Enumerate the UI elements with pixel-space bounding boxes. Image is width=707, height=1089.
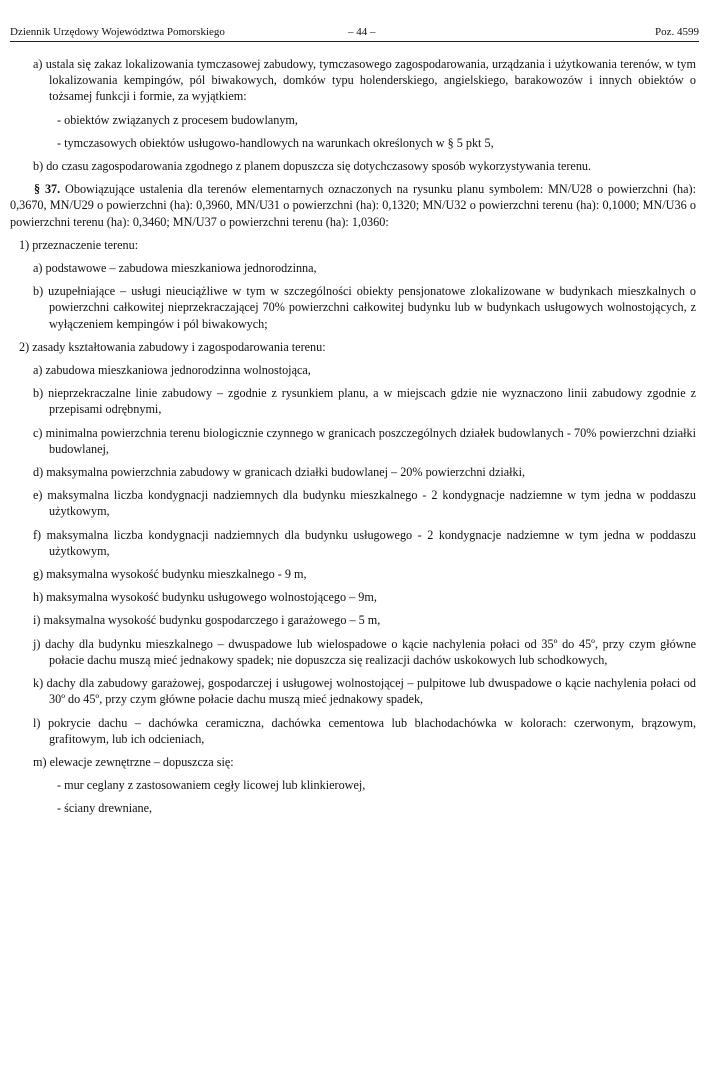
item-marker: j) <box>33 636 41 651</box>
item-marker: a) <box>33 363 43 378</box>
document-body <box>10 56 696 824</box>
list-item <box>10 612 696 628</box>
list-item <box>10 487 696 519</box>
item-marker: f) <box>33 527 42 542</box>
position-number: Poz. 4599 <box>655 26 699 38</box>
list-item <box>10 715 696 747</box>
numbered-point <box>10 339 696 355</box>
list-item <box>10 362 696 378</box>
item-text: maksymalna liczba kondygnacji nadziemnych dla budynku usługowego - 2 kondygnacje nadziemne w tym jedna w poddaszu użytkowym, <box>46 527 697 558</box>
item-text: pokrycie dachu – dachówka ceramiczna, dachówka cementowa lub blachodachówka w kolorach: czerwonym, brązowym, grafitowym, lub ich odcieniach, <box>48 715 696 746</box>
item-text: uzupełniające – usługi nieuciążliwe w tym w szczególności obiekty pensjonatowe zlokalizowane w budynkach mieszkalnych o powierzchni całkowitej nieprzekraczającej 70% powierzchni całkowitej budynku lub w budynkach usługowych wolnostojących, z wyłączeniem kempingów i pól biwakowych; <box>48 284 696 331</box>
list-item <box>10 56 696 105</box>
item-marker: b) <box>33 386 44 401</box>
dash-item <box>10 112 696 128</box>
item-text: maksymalna powierzchnia zabudowy w granicach działki budowlanej – 20% powierzchni działki, <box>46 465 526 480</box>
list-item <box>10 675 696 707</box>
item-marker: - <box>57 135 62 150</box>
list-item <box>10 385 696 417</box>
item-marker: - <box>57 112 62 127</box>
list-item <box>10 425 696 457</box>
list-item <box>10 464 696 480</box>
item-marker: i) <box>33 613 41 628</box>
item-marker: d) <box>33 465 44 480</box>
item-marker: b) <box>33 159 44 174</box>
list-item <box>10 754 696 770</box>
list-item <box>10 283 696 332</box>
list-item <box>10 636 696 668</box>
section-number: § 37. <box>34 182 61 197</box>
item-text: nieprzekraczalne linie zabudowy – zgodnie z rysunkiem planu, a w miejscach gdzie nie wyznaczono linii zabudowy zgodnie z przepisami odrębnymi, <box>48 386 697 417</box>
header-divider <box>10 41 699 42</box>
item-text: ustala się zakaz lokalizowania tymczasowej zabudowy, tymczasowego zagospodarowania, urządzania i użytkowania terenów, w tym lokalizowania kempingów, pól biwakowych, domków typu holenderskiego, angielskiego, barakowozów i innych obiektów o tożsamej funkcji i formie, za wyjątkiem: <box>45 57 696 104</box>
page-number: – 44 – <box>348 26 376 38</box>
item-text: maksymalna wysokość budynku mieszkalnego - 9 m, <box>46 567 307 582</box>
item-marker: 2) <box>19 339 30 354</box>
item-marker: a) <box>33 261 43 276</box>
item-marker: b) <box>33 284 44 299</box>
item-text: maksymalna wysokość budynku usługowego wolnostojącego – 9m, <box>46 590 377 605</box>
dash-item <box>10 135 696 151</box>
list-item <box>10 158 696 174</box>
list-item <box>10 527 696 559</box>
item-marker: m) <box>33 754 47 769</box>
list-item <box>10 589 696 605</box>
item-marker: l) <box>33 715 41 730</box>
item-text: dachy dla budynku mieszkalnego – dwuspadowe lub wielospadowe o kącie nachylenia połaci od 35º do 45º, przy czym główne połacie dachu muszą mieć jednakowy spadek; nie dopuszcza się realizacji dachów uskokowych lub schodkowych, <box>45 636 696 667</box>
item-marker: c) <box>33 425 43 440</box>
item-text: mur ceglany z zastosowaniem cegły licowej lub klinkierowej, <box>64 778 366 793</box>
dash-item <box>10 800 696 816</box>
item-text: zabudowa mieszkaniowa jednorodzinna wolnostojąca, <box>45 363 311 378</box>
item-text: obiektów związanych z procesem budowlanym, <box>64 112 298 127</box>
item-marker: e) <box>33 488 43 503</box>
item-marker: 1) <box>19 237 30 252</box>
section-paragraph <box>10 181 696 230</box>
page-header <box>10 25 699 41</box>
item-text: elewacje zewnętrzne – dopuszcza się: <box>49 754 234 769</box>
item-text: przeznaczenie terenu: <box>32 237 139 252</box>
item-marker: - <box>57 801 62 816</box>
item-text: podstawowe – zabudowa mieszkaniowa jednorodzinna, <box>45 261 317 276</box>
list-item <box>10 260 696 276</box>
item-text: maksymalna wysokość budynku gospodarczego i garażowego – 5 m, <box>43 613 381 628</box>
item-text: ściany drewniane, <box>64 801 153 816</box>
list-item <box>10 566 696 582</box>
item-marker: a) <box>33 57 43 71</box>
item-text: minimalna powierzchnia terenu biologicznie czynnego w granicach poszczególnych działek budowlanych - 70% powierzchni działki budowlanej, <box>45 425 696 456</box>
item-text: tymczasowych obiektów usługowo-handlowych na warunkach określonych w § 5 pkt 5, <box>64 135 494 150</box>
item-marker: k) <box>33 676 44 691</box>
publication-title: Dziennik Urzędowy Województwa Pomorskiego <box>10 26 225 38</box>
item-marker: - <box>57 778 62 793</box>
item-text: maksymalna liczba kondygnacji nadziemnych dla budynku mieszkalnego - 2 kondygnacje nadziemne w tym jedna w poddaszu użytkowym, <box>47 488 696 519</box>
item-text: do czasu zagospodarowania zgodnego z planem dopuszcza się dotychczasowy sposób wykorzystywania terenu. <box>46 159 592 174</box>
item-marker: g) <box>33 567 44 582</box>
numbered-point <box>10 237 696 253</box>
item-text: dachy dla zabudowy garażowej, gospodarczej i usługowej wolnostojącej – pulpitowe lub dwuspadowe o kącie nachylenia połaci od 30º do 45º, przy czym główne połacie dachu muszą mieć jednakowy spadek, <box>46 676 696 707</box>
item-text: zasady kształtowania zabudowy i zagospodarowania terenu: <box>32 339 326 354</box>
item-marker: h) <box>33 590 44 605</box>
dash-item <box>10 777 696 793</box>
section-text: Obowiązujące ustalenia dla terenów elementarnych oznaczonych na rysunku planu symbolem: MN/U28 o powierzchni (ha): 0,3670, MN/U29 o powierzchni (ha): 0,3960, MN/U31 o powierzchni (ha): 0,1320; MN/U32 o powierzchni terenu (ha): 0,1000; MN/U36 o powierzchni terenu (ha): 0,3460; MN/U37 o powierzchni terenu (ha): 1,0360: <box>10 182 697 229</box>
